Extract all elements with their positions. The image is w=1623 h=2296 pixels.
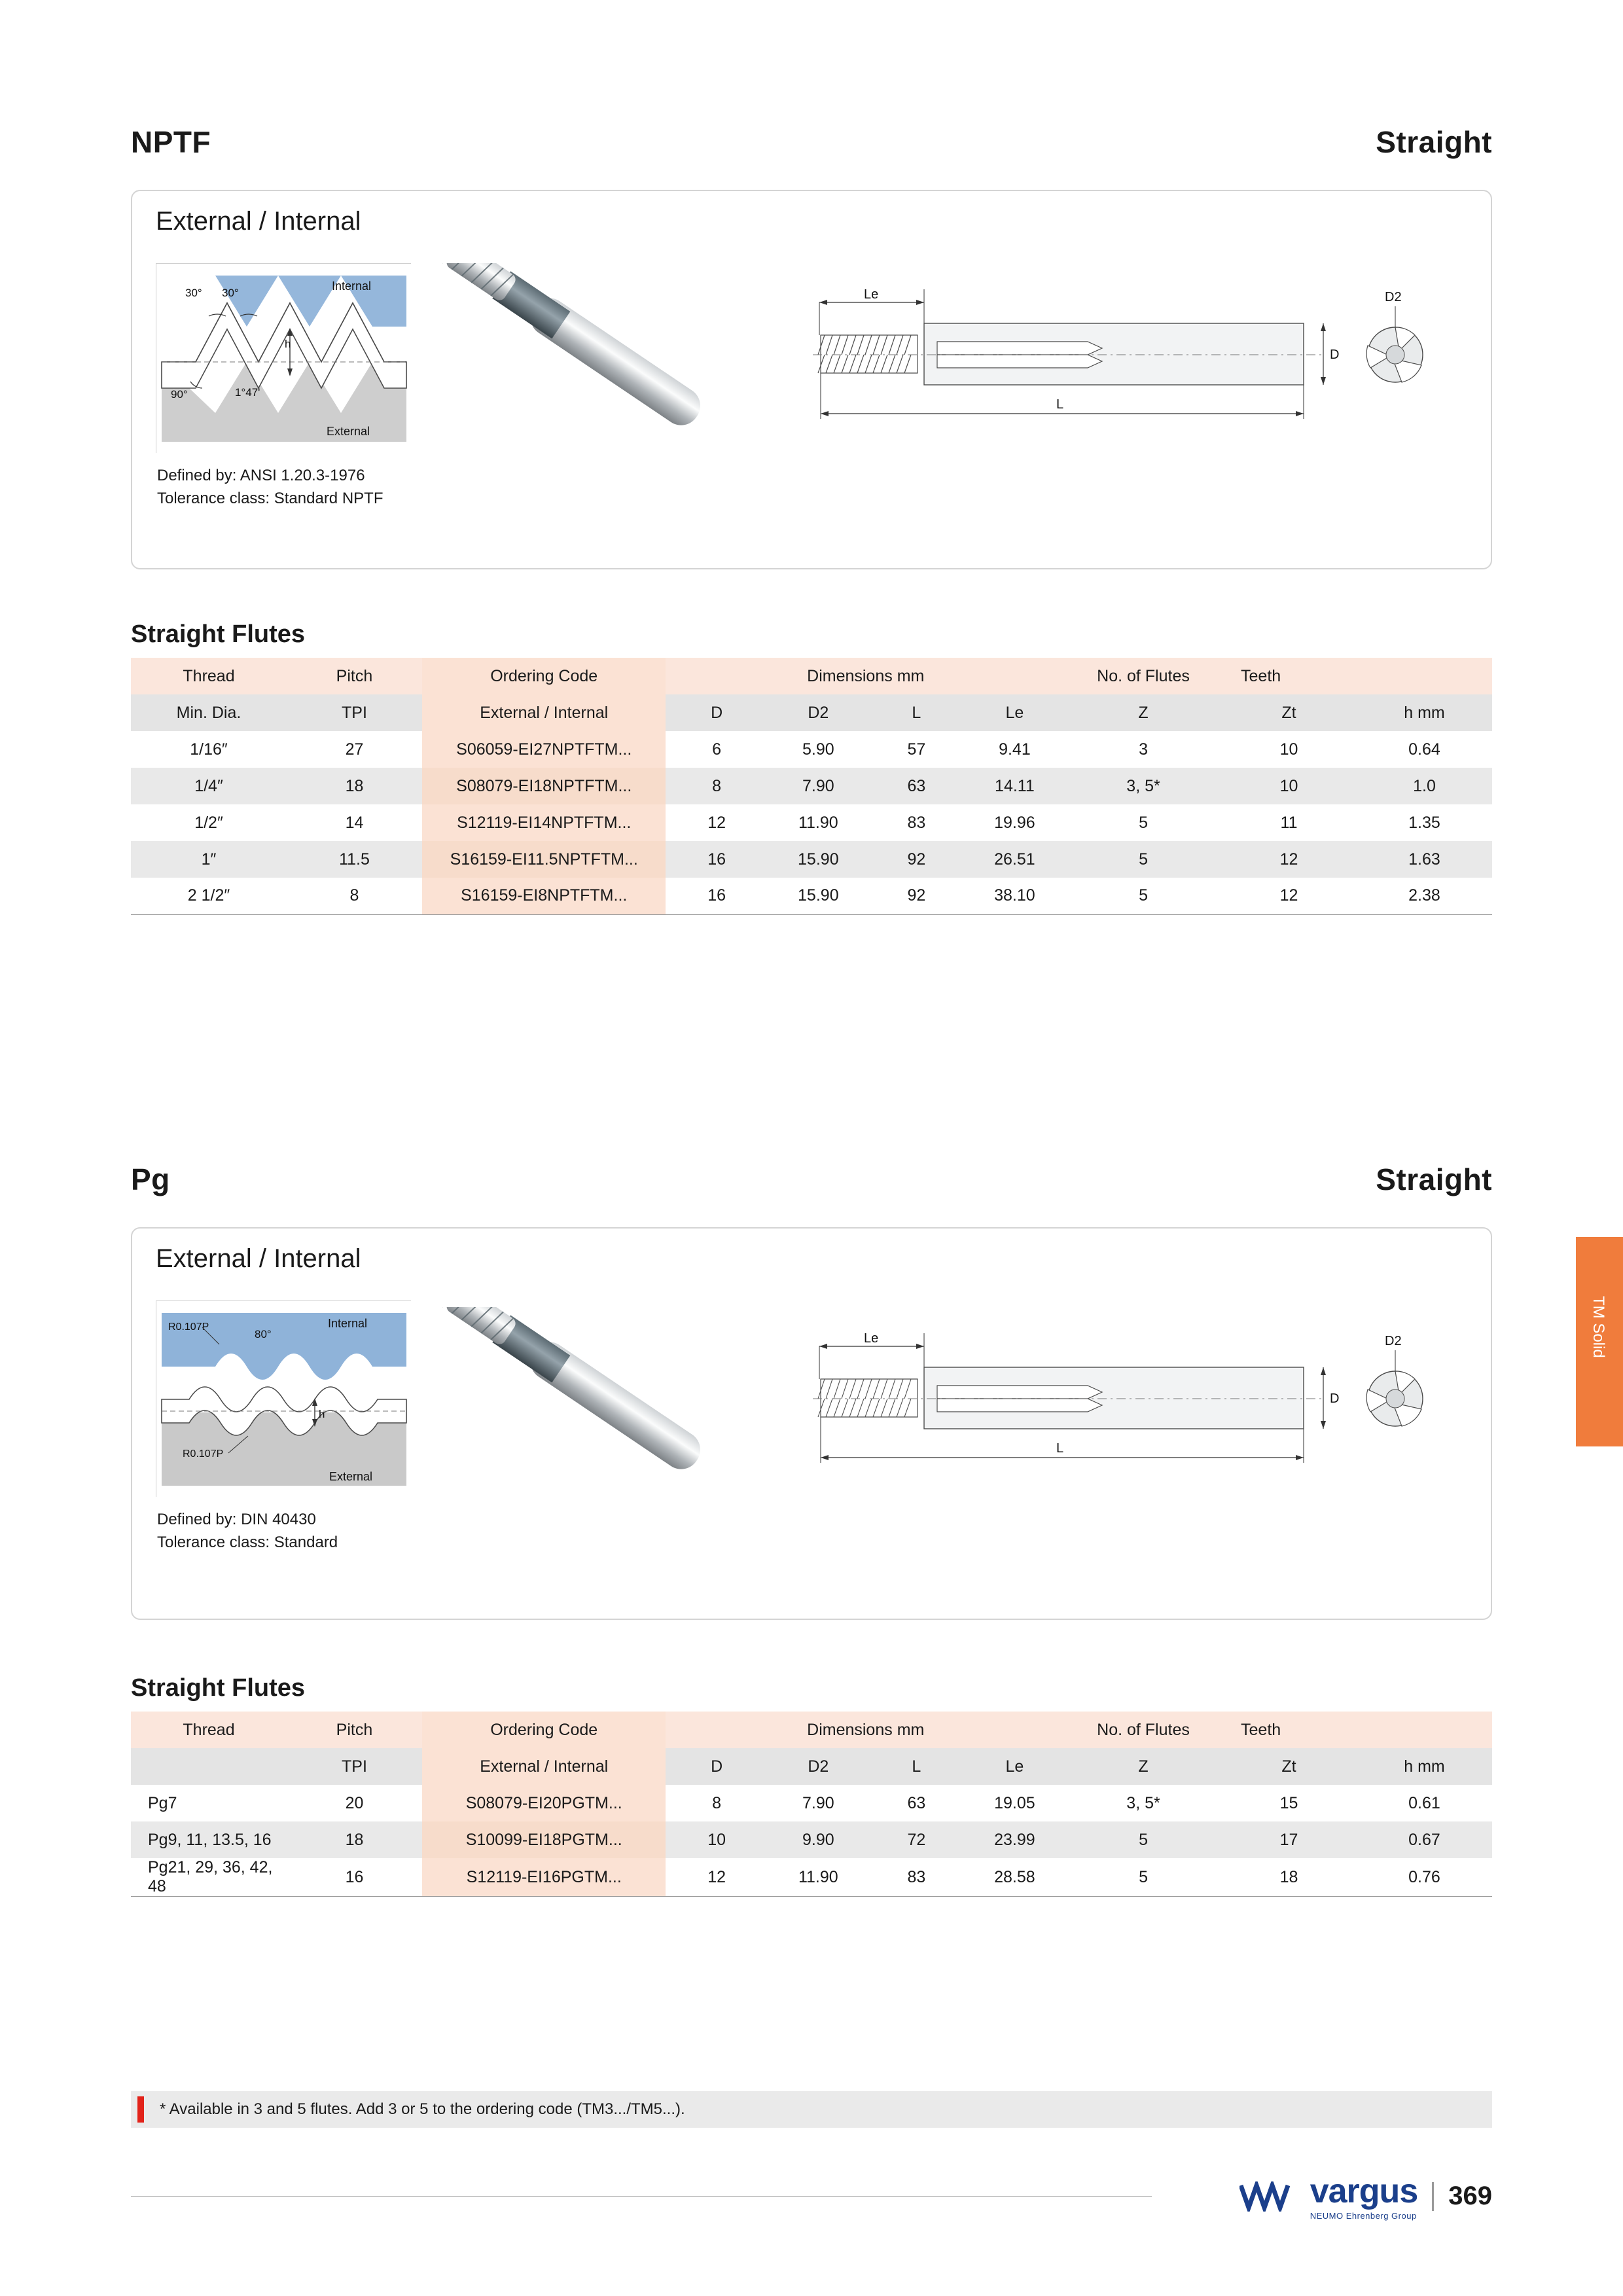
cell-pitch: 27	[287, 731, 422, 768]
cell-d2: 5.90	[768, 731, 869, 768]
cell-d: 12	[666, 1858, 767, 1897]
cell-l: 72	[869, 1821, 964, 1858]
cell-d: 8	[666, 1785, 767, 1821]
table-title-pg: Straight Flutes	[131, 1674, 306, 1702]
footnote-bar	[131, 2091, 1492, 2128]
thread-profile-nptf	[156, 263, 411, 453]
cell-ordering-code: S16159-EI8NPTFTM...	[422, 878, 666, 914]
cell-h: 1.63	[1357, 841, 1492, 878]
cell-d: 16	[666, 878, 767, 914]
col-le-nptf: Le	[964, 694, 1065, 731]
hdr-teeth-pg: Teeth	[1221, 1712, 1492, 1748]
section-flutetype-nptf: Straight	[1376, 125, 1492, 159]
svg-text:R0.107P: R0.107P	[183, 1448, 224, 1460]
cell-h: 0.76	[1357, 1858, 1492, 1897]
section-title-pg: Pg	[131, 1162, 170, 1196]
table-row	[131, 878, 1492, 914]
hdr-dimensions-nptf: Dimensions mm	[666, 658, 1065, 694]
cell-h: 0.61	[1357, 1785, 1492, 1821]
footer-brand	[1240, 2172, 1492, 2221]
cell-z: 5	[1065, 1858, 1221, 1897]
hdr-thread-nptf: Thread	[131, 658, 287, 694]
hdr-dimensions-pg: Dimensions mm	[666, 1712, 1065, 1748]
cell-zt: 11	[1221, 804, 1357, 841]
col-mindia-nptf: Min. Dia.	[131, 694, 287, 731]
cell-d2: 11.90	[768, 804, 869, 841]
col-d-pg: D	[666, 1748, 767, 1785]
cell-pitch: 16	[287, 1858, 422, 1897]
spec-table-nptf	[131, 658, 1492, 915]
col-h-nptf: h mm	[1357, 694, 1492, 731]
svg-text:D: D	[1330, 1391, 1340, 1406]
cell-z: 5	[1065, 804, 1221, 841]
svg-text:h: h	[285, 338, 291, 350]
cell-ordering-code: S16159-EI11.5NPTFTM...	[422, 841, 666, 878]
cell-pitch: 11.5	[287, 841, 422, 878]
section-header-nptf	[131, 124, 1492, 160]
cell-le: 19.96	[964, 804, 1065, 841]
cell-d2: 15.90	[768, 841, 869, 878]
cell-l: 63	[869, 768, 964, 804]
tolerance-class-pg: Tolerance class: Standard	[157, 1533, 338, 1551]
cell-le: 28.58	[964, 1858, 1065, 1897]
hdr-flutes-pg: No. of Flutes	[1065, 1712, 1221, 1748]
cell-d2: 15.90	[768, 878, 869, 914]
cell-thread: 2 1/2″	[131, 878, 287, 914]
footnote-marker	[137, 2096, 144, 2123]
cell-le: 38.10	[964, 878, 1065, 914]
col-z-pg: Z	[1065, 1748, 1221, 1785]
cell-thread: 1/16″	[131, 731, 287, 768]
cell-thread: Pg9, 11, 13.5, 16	[131, 1821, 287, 1858]
table-row	[131, 1785, 1492, 1821]
footnote-text: * Available in 3 and 5 flutes. Add 3 or 5 to the ordering code (TM3.../TM5...).	[160, 2100, 685, 2118]
section-flutetype-pg: Straight	[1376, 1162, 1492, 1196]
cell-d: 16	[666, 841, 767, 878]
cell-thread: 1″	[131, 841, 287, 878]
card-title-nptf: External / Internal	[156, 207, 361, 236]
tool-photo-nptf	[440, 263, 780, 456]
col-tpi-pg: TPI	[287, 1748, 422, 1785]
cell-h: 0.67	[1357, 1821, 1492, 1858]
hdr-ordering-code-pg: Ordering Code	[422, 1712, 666, 1748]
vargus-logo-icon	[1240, 2181, 1296, 2212]
brand-subtitle: NEUMO Ehrenberg Group	[1310, 2211, 1417, 2221]
table-header-group-row-nptf	[131, 658, 1492, 694]
svg-text:30°: 30°	[185, 287, 202, 299]
table-header-row-nptf	[131, 694, 1492, 731]
cell-le: 23.99	[964, 1821, 1065, 1858]
table-header-group-row-pg	[131, 1712, 1492, 1748]
thread-profile-pg	[156, 1300, 411, 1497]
hdr-ordering-code-nptf: Ordering Code	[422, 658, 666, 694]
cell-ordering-code: S12119-EI16PGTM...	[422, 1858, 666, 1897]
table-row	[131, 731, 1492, 768]
svg-text:External: External	[329, 1470, 373, 1483]
svg-text:L: L	[1056, 397, 1064, 412]
cell-d: 12	[666, 804, 767, 841]
cell-z: 3, 5*	[1065, 768, 1221, 804]
cell-l: 57	[869, 731, 964, 768]
cell-d: 10	[666, 1821, 767, 1858]
tool-photo-pg	[440, 1307, 780, 1500]
thread-profile-svg-nptf	[156, 264, 412, 454]
cell-thread: Pg21, 29, 36, 42, 48	[131, 1858, 287, 1897]
cell-d2: 7.90	[768, 768, 869, 804]
svg-text:L: L	[1056, 1441, 1064, 1456]
cell-d2: 9.90	[768, 1821, 869, 1858]
svg-text:90°: 90°	[171, 388, 188, 401]
side-tab-label: TM Solid	[1590, 1296, 1607, 1358]
cell-z: 3	[1065, 731, 1221, 768]
card-definitions-nptf	[157, 465, 383, 511]
cell-pitch: 18	[287, 768, 422, 804]
cell-l: 92	[869, 841, 964, 878]
cell-thread: 1/4″	[131, 768, 287, 804]
col-thread-pg	[131, 1748, 287, 1785]
cell-thread: 1/2″	[131, 804, 287, 841]
svg-text:D2: D2	[1385, 290, 1402, 304]
cell-zt: 10	[1221, 731, 1357, 768]
cell-ordering-code: S08079-EI18NPTFTM...	[422, 768, 666, 804]
cell-zt: 12	[1221, 878, 1357, 914]
col-zt-nptf: Zt	[1221, 694, 1357, 731]
brand-name: vargus	[1310, 2172, 1418, 2210]
svg-text:Le: Le	[864, 287, 879, 302]
table-row	[131, 841, 1492, 878]
col-extint-nptf: External / Internal	[422, 694, 666, 731]
hdr-flutes-nptf: No. of Flutes	[1065, 658, 1221, 694]
footer-separator	[1432, 2182, 1434, 2211]
col-le-pg: Le	[964, 1748, 1065, 1785]
cell-d2: 11.90	[768, 1858, 869, 1897]
section-header-pg	[131, 1162, 1492, 1197]
col-extint-pg: External / Internal	[422, 1748, 666, 1785]
col-d2-nptf: D2	[768, 694, 869, 731]
hdr-pitch-pg: Pitch	[287, 1712, 422, 1748]
cell-pitch: 14	[287, 804, 422, 841]
hdr-thread-pg: Thread	[131, 1712, 287, 1748]
cell-l: 92	[869, 878, 964, 914]
table-row	[131, 804, 1492, 841]
svg-text:D: D	[1330, 348, 1340, 362]
cell-le: 9.41	[964, 731, 1065, 768]
tool-technical-drawing-pg	[806, 1307, 1448, 1500]
cell-h: 1.0	[1357, 768, 1492, 804]
tolerance-class-nptf: Tolerance class: Standard NPTF	[157, 489, 383, 507]
cell-ordering-code: S12119-EI14NPTFTM...	[422, 804, 666, 841]
cell-z: 5	[1065, 841, 1221, 878]
defined-by-pg: Defined by: DIN 40430	[157, 1511, 316, 1528]
svg-text:h: h	[319, 1408, 325, 1420]
table-header-row-pg	[131, 1748, 1492, 1785]
defined-by-nptf: Defined by: ANSI 1.20.3-1976	[157, 467, 365, 484]
footer-divider	[131, 2196, 1152, 2197]
cell-ordering-code: S08079-EI20PGTM...	[422, 1785, 666, 1821]
col-d2-pg: D2	[768, 1748, 869, 1785]
cell-pitch: 18	[287, 1821, 422, 1858]
table-title-nptf: Straight Flutes	[131, 620, 306, 648]
cell-ordering-code: S10099-EI18PGTM...	[422, 1821, 666, 1858]
cell-d: 8	[666, 768, 767, 804]
col-h-pg: h mm	[1357, 1748, 1492, 1785]
cell-h: 2.38	[1357, 878, 1492, 914]
cell-d2: 7.90	[768, 1785, 869, 1821]
cell-l: 83	[869, 804, 964, 841]
table-row	[131, 1858, 1492, 1897]
cell-l: 83	[869, 1858, 964, 1897]
cell-thread: Pg7	[131, 1785, 287, 1821]
col-zt-pg: Zt	[1221, 1748, 1357, 1785]
spec-table-pg	[131, 1712, 1492, 1897]
cell-l: 63	[869, 1785, 964, 1821]
cell-z: 3, 5*	[1065, 1785, 1221, 1821]
illustration-card-nptf	[131, 190, 1492, 569]
svg-text:80°: 80°	[255, 1328, 272, 1340]
cell-d: 6	[666, 731, 767, 768]
svg-text:External: External	[327, 425, 370, 438]
col-tpi-nptf: TPI	[287, 694, 422, 731]
svg-text:Internal: Internal	[332, 279, 372, 293]
cell-le: 26.51	[964, 841, 1065, 878]
card-definitions-pg	[157, 1509, 338, 1554]
cell-ordering-code: S06059-EI27NPTFTM...	[422, 731, 666, 768]
col-l-pg: L	[869, 1748, 964, 1785]
thread-profile-svg-pg	[156, 1301, 412, 1498]
section-title-nptf: NPTF	[131, 125, 211, 159]
illustration-card-pg	[131, 1227, 1492, 1620]
svg-text:1°47': 1°47'	[235, 386, 260, 399]
svg-text:D2: D2	[1385, 1334, 1402, 1348]
hdr-pitch-nptf: Pitch	[287, 658, 422, 694]
cell-zt: 12	[1221, 841, 1357, 878]
cell-pitch: 20	[287, 1785, 422, 1821]
page-number: 369	[1448, 2181, 1492, 2210]
cell-pitch: 8	[287, 878, 422, 914]
svg-text:Internal: Internal	[328, 1317, 368, 1330]
table-row	[131, 768, 1492, 804]
cell-zt: 10	[1221, 768, 1357, 804]
col-d-nptf: D	[666, 694, 767, 731]
card-title-pg: External / Internal	[156, 1244, 361, 1273]
cell-le: 14.11	[964, 768, 1065, 804]
side-tab-tm-solid	[1576, 1237, 1623, 1446]
tool-technical-drawing-nptf	[806, 263, 1448, 456]
table-row	[131, 1821, 1492, 1858]
cell-zt: 18	[1221, 1858, 1357, 1897]
col-z-nptf: Z	[1065, 694, 1221, 731]
cell-zt: 15	[1221, 1785, 1357, 1821]
col-l-nptf: L	[869, 694, 964, 731]
hdr-teeth-nptf: Teeth	[1221, 658, 1492, 694]
cell-h: 1.35	[1357, 804, 1492, 841]
svg-text:Le: Le	[864, 1331, 879, 1346]
cell-le: 19.05	[964, 1785, 1065, 1821]
svg-text:30°: 30°	[222, 287, 239, 299]
cell-h: 0.64	[1357, 731, 1492, 768]
cell-zt: 17	[1221, 1821, 1357, 1858]
cell-z: 5	[1065, 878, 1221, 914]
cell-z: 5	[1065, 1821, 1221, 1858]
svg-text:R0.107P: R0.107P	[168, 1321, 209, 1333]
